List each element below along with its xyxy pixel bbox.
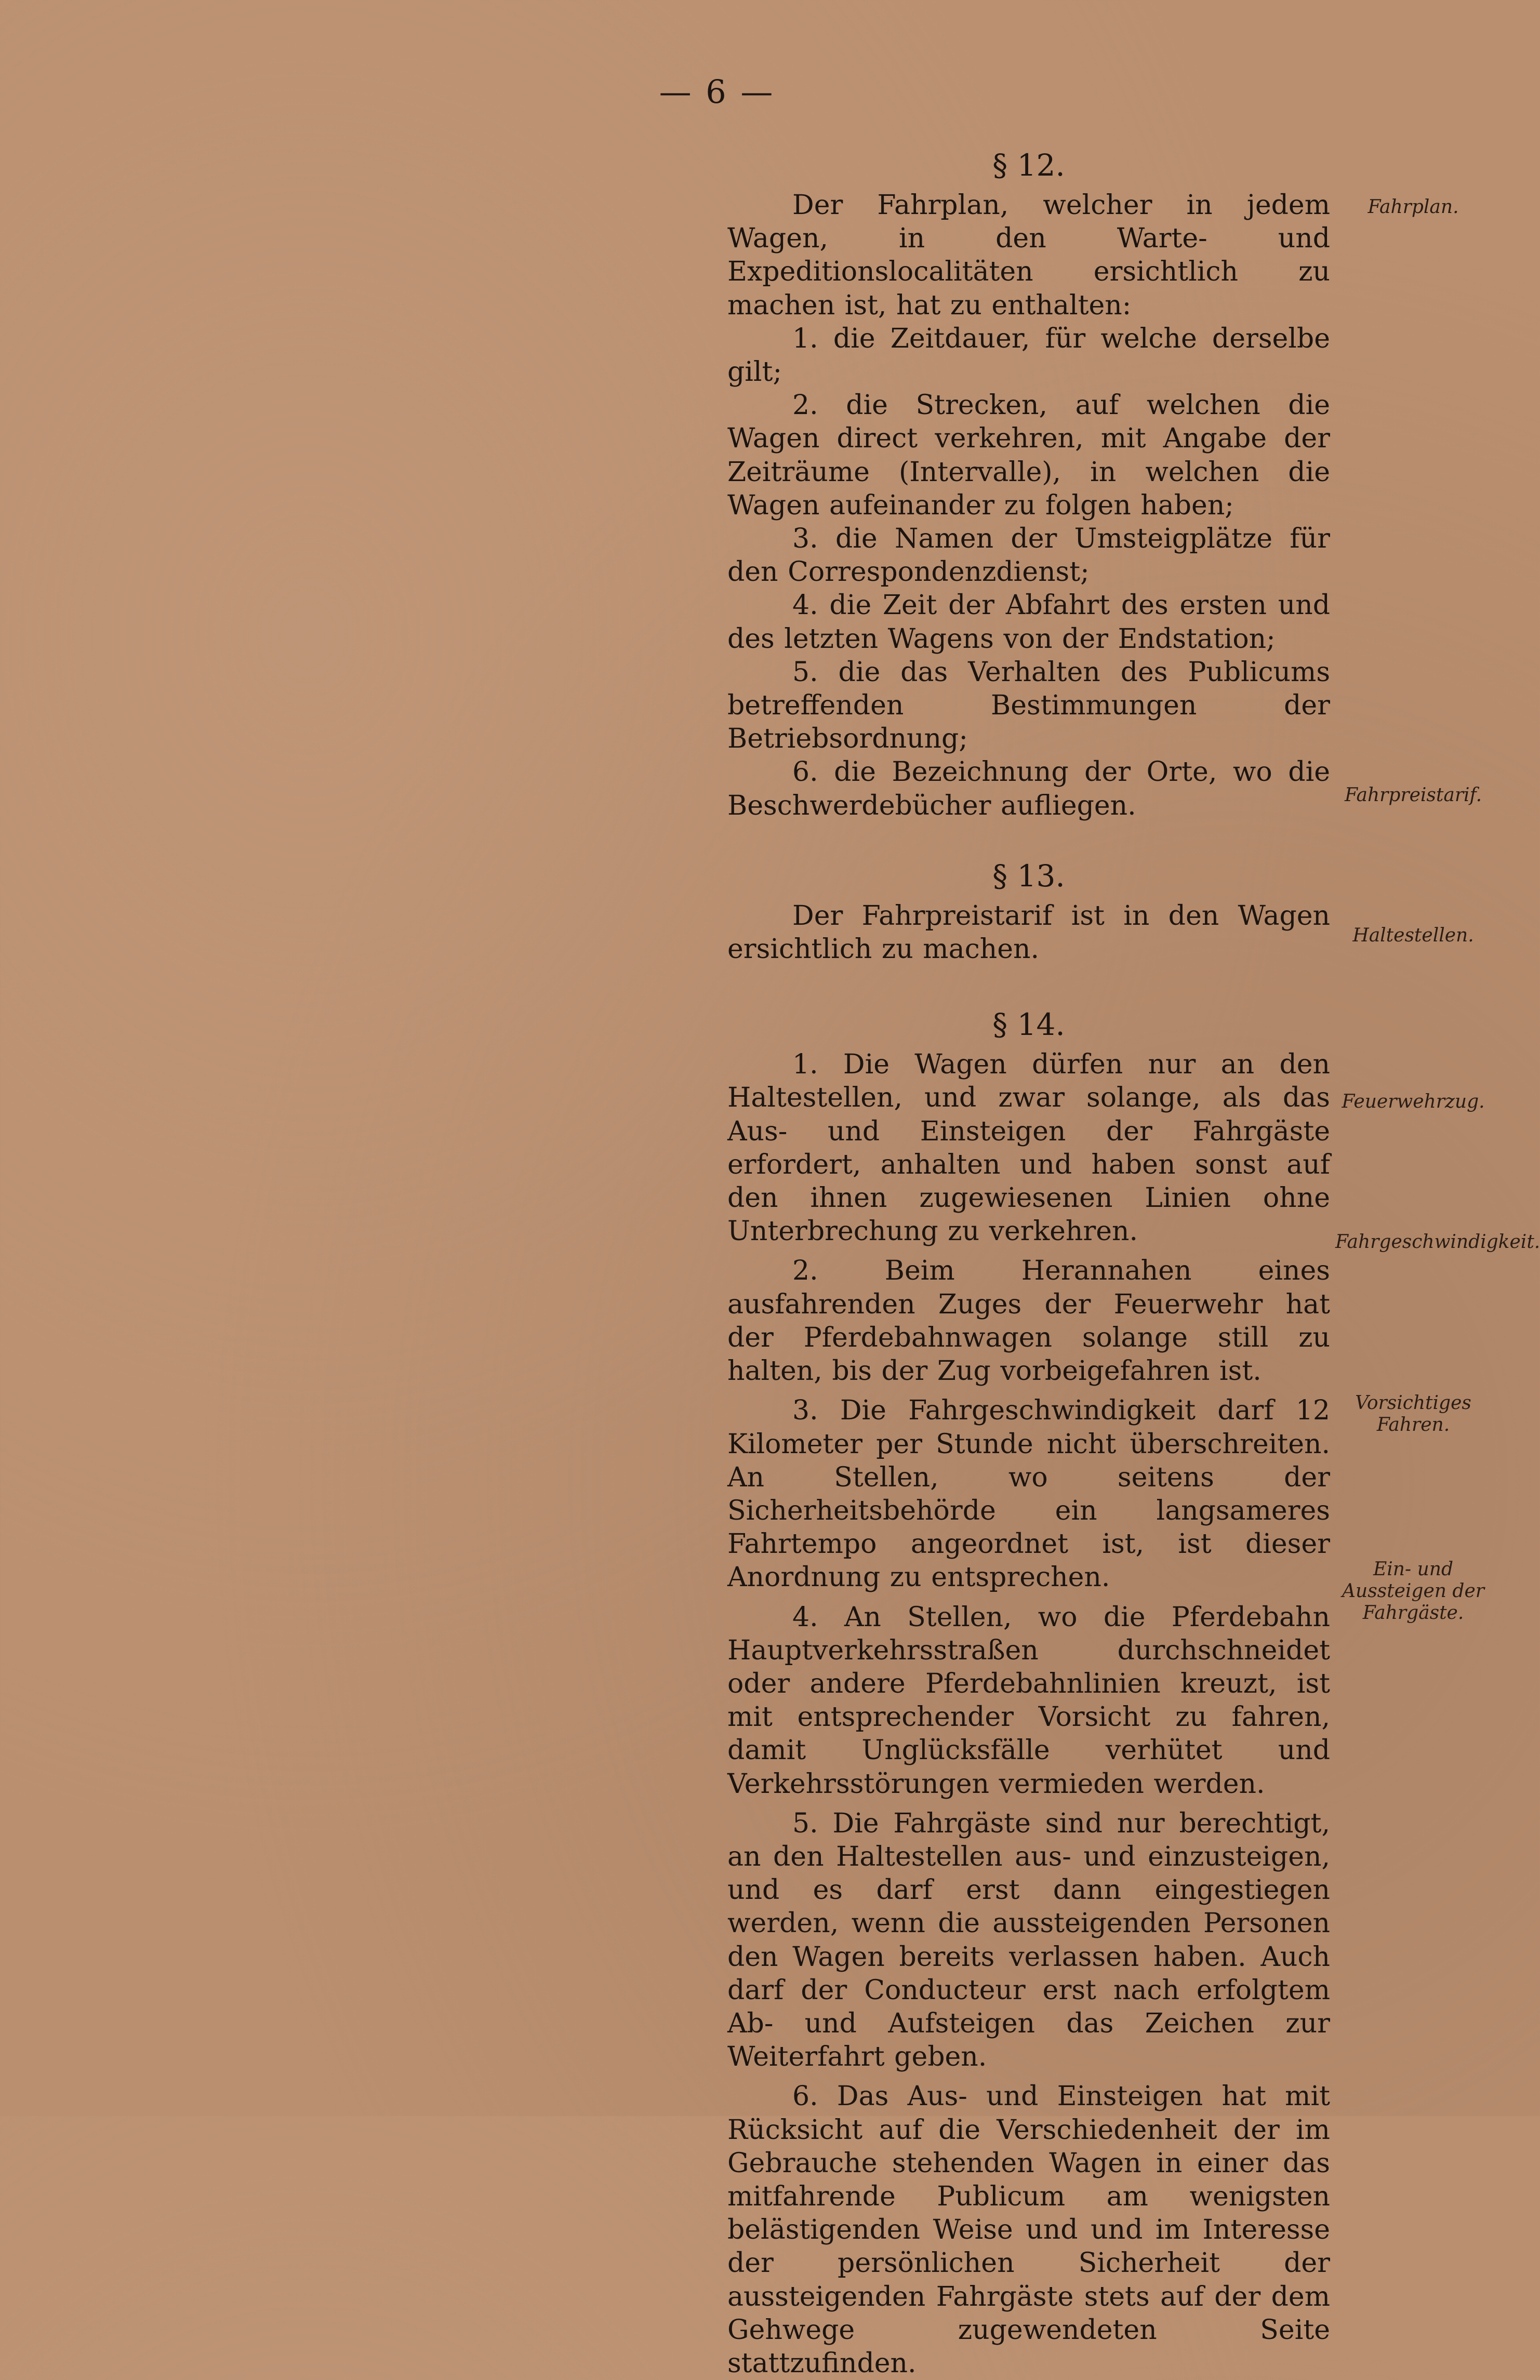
section-14-item-4: 4. An Stellen, wo die Pferdebahn Hauptverkehrsstraßen durchschneidet oder andere Pferdebahnlinien kreuzt, ist mit entsprechender Vorsicht zu fahren, damit Unglücksfälle verhütet und Verkehrsstörungen vermieden werden. <box>727 1601 1330 1800</box>
section-12-item-6: 6. die Bezeichnung der Orte, wo die Beschwerdebücher aufliegen. <box>727 756 1330 821</box>
section-heading-13: § 13. <box>992 858 1065 894</box>
section-12-intro: Der Fahrplan, welcher in jedem Wagen, in den Warte- und Expeditionslocalitäten ersichtlich zu machen ist, hat zu enthalten: <box>727 190 1330 321</box>
section-14-item-1: 1. Die Wagen dürfen nur an den Haltestellen, und zwar solange, als das Aus- und Einsteigen der Fahrgäste erfordert, anhalten und haben sonst auf den ihnen zugewiesenen Linien ohne Unterbrechung zu verkehren. <box>727 1049 1330 1247</box>
section-14-item-3: 3. Die Fahrgeschwindigkeit darf 12 Kilometer per Stunde nicht überschreiten. An Stellen, wo seitens der Sicherheitsbehörde ein langsameres Fahrtempo angeordnet ist, ist dieser Anordnung zu entsprechen. <box>727 1395 1330 1593</box>
page-number: — 6 — <box>659 73 775 111</box>
section-12-item-3: 3. die Namen der Umsteigplätze für den Correspondenzdienst; <box>727 523 1330 588</box>
section-13-intro: Der Fahrpreistarif ist in den Wagen ersichtlich zu machen. <box>727 900 1330 965</box>
text-column <box>727 148 1330 2380</box>
section-heading-12: § 12. <box>992 148 1065 183</box>
margin-note-vorsichtiges-fahren: Vorsichtiges Fahren. <box>1355 1392 1471 1435</box>
margin-note-feuerwehrzug: Feuerwehrzug. <box>1342 1091 1485 1112</box>
section-14-item-6: 6. Das Aus- und Einsteigen hat mit Rücksicht auf die Verschiedenheit der im Gebrauche stehenden Wagen in einer das mitfahrende Publicum am wenigsten belästigenden Weise und und im Interesse der persönlichen Sicherheit der aussteigenden Fahrgäste stets auf der dem Gehwege zugewendeten Seite stattzufinden. <box>727 2081 1330 2379</box>
section-14-item-2: 2. Beim Herannahen eines ausfahrenden Zuges der Feuerwehr hat der Pferdebahnwagen solange still zu halten, bis der Zug vorbeigefahren ist. <box>727 1255 1330 1387</box>
section-heading-14: § 14. <box>992 1007 1065 1043</box>
margin-note-haltestellen: Haltestellen. <box>1352 925 1474 946</box>
section-12-item-5: 5. die das Verhalten des Publicums betreffenden Bestimmungen der Betriebsordnung; <box>727 656 1330 755</box>
section-12-item-4: 4. die Zeit der Abfahrt des ersten und des letzten Wagens von der Endstation; <box>727 590 1330 655</box>
section-12-item-2: 2. die Strecken, auf welchen die Wagen direct verkehren, mit Angabe der Zeiträume (Intervalle), in welchen die Wagen aufeinander zu folgen haben; <box>727 390 1330 521</box>
margin-note-ein-und-aussteigen: Ein- und Aussteigen der Fahrgäste. <box>1342 1559 1484 1624</box>
margin-note-fahrgeschwindigkeit: Fahrgeschwindigkeit. <box>1335 1231 1540 1253</box>
section-12-item-1: 1. die Zeitdauer, für welche derselbe gilt; <box>727 323 1330 388</box>
section-14-item-5: 5. Die Fahrgäste sind nur berechtigt, an den Haltestellen aus- und einzusteigen, und es darf erst dann eingestiegen werden, wenn die aussteigenden Personen den Wagen bereits verlassen haben. Auch darf der Conducteur erst nach erfolgtem Ab- und Aufsteigen das Zeichen zur Weiterfahrt geben. <box>727 1807 1330 2073</box>
margin-note-fahrplan: Fahrplan. <box>1368 196 1459 218</box>
margin-note-fahrpreistarif: Fahrpreistarif. <box>1344 785 1482 806</box>
